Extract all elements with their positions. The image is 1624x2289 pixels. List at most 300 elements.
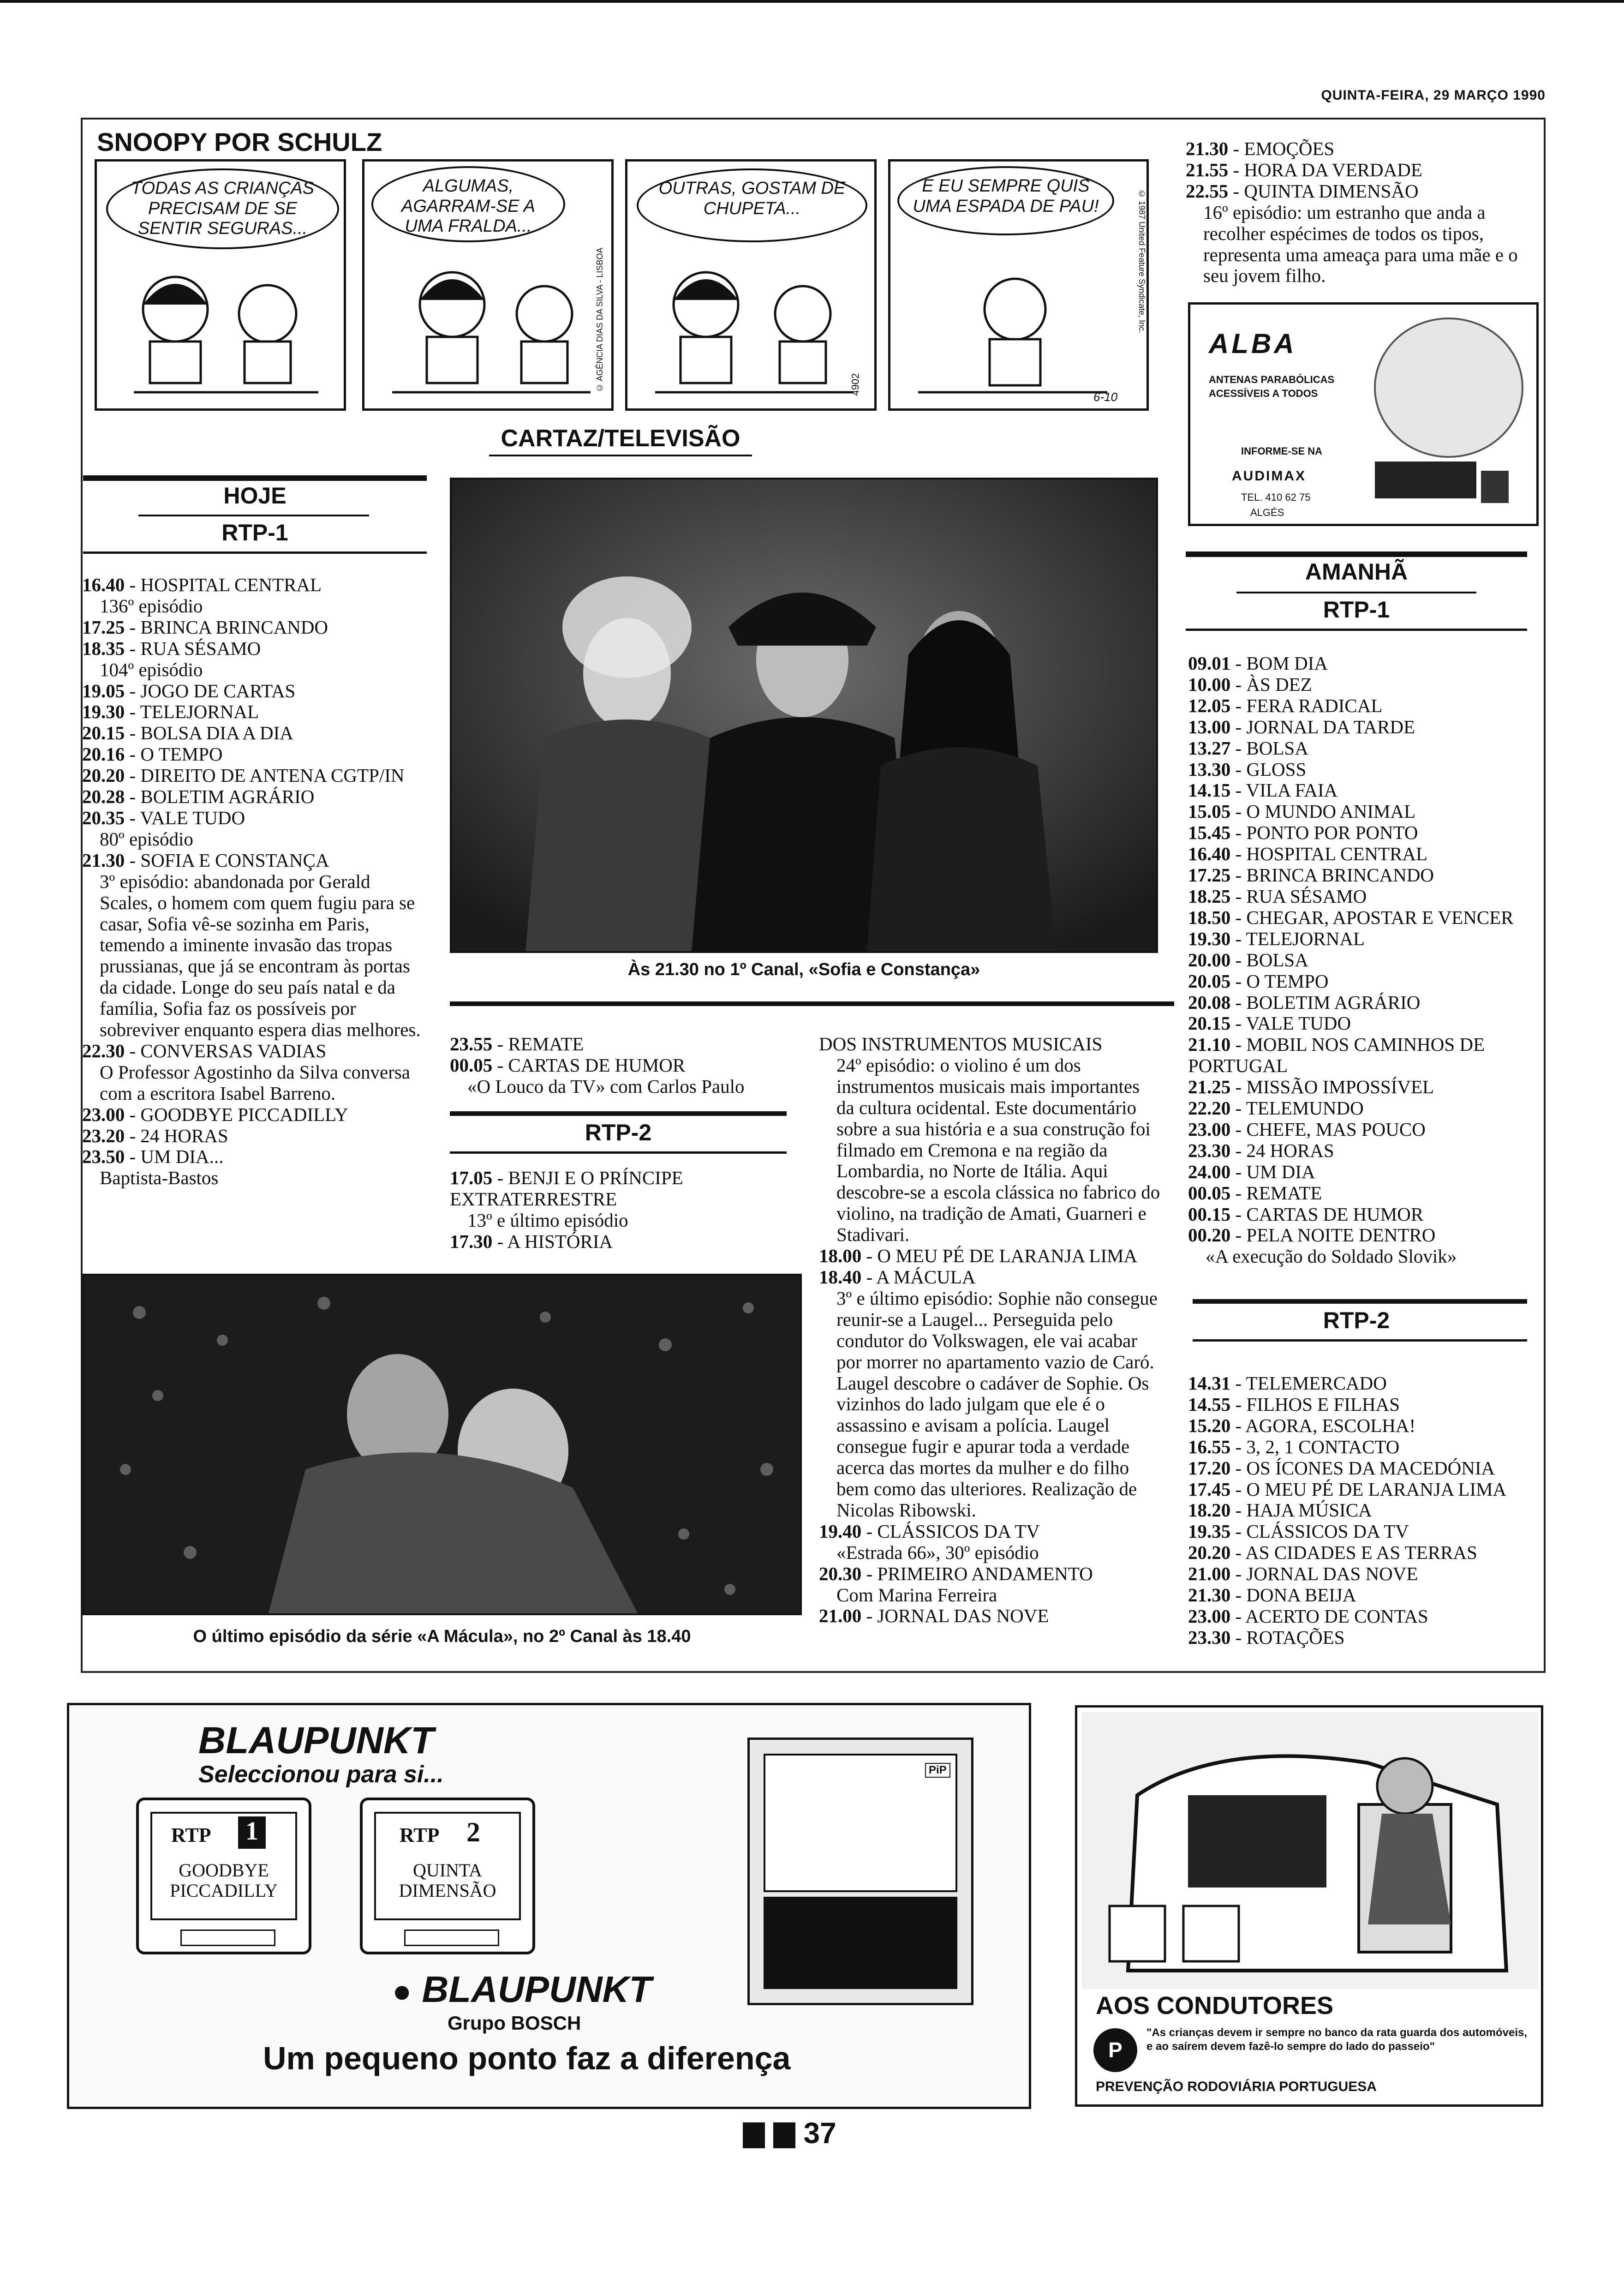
schedule-item — [1188, 865, 1529, 886]
schedule-separator: - — [1230, 843, 1247, 865]
schedule-time: 16.55 — [1188, 1436, 1231, 1457]
schedule-separator: - — [125, 849, 141, 871]
tv-rtp2-number: 2 — [466, 1817, 480, 1847]
schedule-separator: - — [1230, 1182, 1247, 1204]
schedule-item — [1188, 886, 1529, 907]
schedule-item — [1188, 971, 1529, 992]
schedule-time: 20.20 — [82, 765, 125, 786]
schedule-note: «A execução do Soldado Slovik» — [1206, 1246, 1457, 1267]
schedule-title: GLOSS — [1246, 758, 1307, 780]
instrumentos-block — [819, 1034, 1160, 1627]
schedule-title: 24 HORAS — [1246, 1139, 1334, 1161]
mid-rtp1-continuation — [450, 1034, 782, 1097]
schedule-item — [1188, 1437, 1529, 1458]
alba-info: INFORME-SE NA — [1241, 445, 1322, 457]
schedule-separator: - — [861, 1605, 878, 1627]
schedule-note: 3º episódio: abandonada por Gerald Scales, o homem com quem fugiu para se casar, Sofia vê-se sozinha em Paris, temendo a iminente invasão das tropas prussianas, que já se encontram às portas da cidade. Longe do seu país natal e da família, Sofia faz os possíveis por sobreviver enquanto espera dias melhores. — [100, 870, 421, 1041]
schedule-time: 09.01 — [1188, 653, 1231, 674]
schedule-item — [82, 701, 424, 723]
schedule-time: 22.20 — [1188, 1097, 1231, 1119]
speech-bubble-1: TODAS AS CRIANÇAS PRECISAM DE SE SENTIR SEGURAS... — [106, 168, 339, 249]
schedule-separator: - — [1230, 885, 1247, 907]
comic-panel-1 — [95, 159, 346, 411]
schedule-separator: - — [1230, 1626, 1247, 1648]
speech-bubble-3: OUTRAS, GOSTAM DE CHUPETA... — [637, 168, 867, 242]
schedule-separator: - — [1230, 653, 1247, 674]
schedule-item — [82, 575, 424, 596]
tv-rtp2-channel: RTP — [400, 1824, 440, 1846]
schedule-item — [1186, 138, 1536, 160]
comic-panel-3 — [625, 159, 877, 411]
schedule-title: 24 HORAS — [140, 1125, 228, 1146]
schedule-item — [1188, 1183, 1529, 1204]
schedule-item — [82, 850, 424, 871]
schedule-item — [1188, 844, 1529, 865]
mid-rtp2-heading: RTP-2 — [585, 1120, 652, 1145]
amanha-heading: AMANHÃ — [1305, 559, 1408, 585]
schedule-time: 17.05 — [450, 1167, 493, 1188]
schedule-item — [1188, 801, 1529, 822]
pip-label: PiP — [925, 1763, 950, 1778]
schedule-title: BOLETIM AGRÁRIO — [1246, 991, 1421, 1013]
amanha-mid-rule — [1236, 592, 1476, 593]
schedule-item — [1188, 1204, 1529, 1225]
schedule-title: DIREITO DE ANTENA CGTP/IN — [140, 765, 405, 786]
schedule-title: A HISTÓRIA — [507, 1230, 613, 1252]
mid-rtp2-top-rule — [450, 1111, 787, 1116]
schedule-time: 14.55 — [1188, 1393, 1231, 1415]
schedule-time: 18.50 — [1188, 906, 1231, 928]
photo-caption-rule — [450, 1001, 1174, 1006]
schedule-title: HOSPITAL CENTRAL — [140, 574, 322, 595]
schedule-time: 21.30 — [1188, 1584, 1231, 1606]
page-number-text: 37 — [803, 2116, 836, 2150]
alba-town: ALGÉS — [1250, 507, 1284, 518]
schedule-separator: - — [1228, 159, 1244, 180]
publication-logo-icon — [743, 2122, 765, 2148]
schedule-time: 20.35 — [82, 807, 125, 828]
schedule-title: CHEGAR, APOSTAR E VENCER — [1246, 906, 1514, 928]
schedule-title: VALE TUDO — [1246, 1013, 1351, 1034]
schedule-item — [1188, 992, 1529, 1013]
schedule-item — [1188, 653, 1529, 674]
schedule-item — [1188, 1564, 1529, 1585]
schedule-item — [1188, 929, 1529, 950]
schedule-separator: - — [125, 765, 141, 786]
schedule-item — [82, 638, 424, 659]
schedule-title: A MÁCULA — [876, 1266, 976, 1288]
schedule-time: 20.15 — [82, 722, 125, 744]
schedule-separator: - — [1230, 758, 1247, 780]
lucy-linus-drawing-icon — [106, 254, 339, 406]
section-title-underline — [489, 455, 752, 456]
schedule-time: 20.00 — [1188, 949, 1231, 971]
tv-rtp1-controls — [180, 1929, 275, 1946]
schedule-time: 17.20 — [1188, 1457, 1231, 1479]
schedule-note: Com Marina Ferreira — [836, 1584, 997, 1606]
blaupunkt-brand-bottom — [392, 1968, 651, 2011]
schedule-separator: - — [125, 1125, 141, 1146]
mother-child-photo-icon — [84, 1276, 800, 1613]
schedule-title: BOM DIA — [1246, 653, 1328, 674]
schedule-title: REMATE — [1246, 1182, 1322, 1204]
schedule-separator: - — [125, 1040, 141, 1061]
schedule-time: 19.30 — [1188, 928, 1231, 949]
schedule-time: 17.45 — [1188, 1478, 1231, 1500]
comic-title: SNOOPY POR SCHULZ — [97, 127, 382, 156]
schedule-separator: - — [861, 1266, 877, 1288]
comic-panel-4 — [888, 159, 1149, 411]
schedule-time: 20.28 — [82, 786, 125, 808]
schedule-title: BOLSA DIA A DIA — [140, 722, 293, 744]
schedule-item — [819, 1246, 1160, 1267]
schedule-title: JOGO DE CARTAS — [140, 680, 296, 701]
schedule-title: REMATE — [508, 1033, 584, 1055]
schedule-item — [1186, 181, 1536, 202]
alba-line2: ACESSÍVEIS A TODOS — [1209, 388, 1318, 399]
schedule-item — [1188, 1119, 1529, 1140]
schedule-separator: - — [1230, 928, 1246, 949]
tv-rtp1-number: 1 — [238, 1816, 266, 1849]
schedule-item — [819, 1267, 1160, 1288]
schedule-time: 23.20 — [82, 1125, 125, 1146]
schedule-title: RUA SÉSAMO — [140, 637, 261, 659]
schedule-time: 19.30 — [82, 701, 125, 723]
schedule-title: CLÁSSICOS DA TV — [1246, 1521, 1409, 1542]
photo-a-macula — [82, 1274, 802, 1615]
mid-rtp2-schedule — [450, 1168, 782, 1252]
schedule-title: O MUNDO ANIMAL — [1246, 801, 1416, 822]
lucy-pacifier-drawing-icon — [637, 249, 870, 406]
schedule-item — [819, 1606, 1160, 1627]
schedule-item — [1188, 1098, 1529, 1119]
tv-rtp1-channel: RTP — [171, 1824, 211, 1846]
schedule-title: 3, 2, 1 CONTACTO — [1246, 1436, 1400, 1457]
schedule-time: 10.00 — [1188, 673, 1231, 695]
hoje-heading: HOJE — [223, 483, 287, 509]
big-tv-cabinet — [764, 1897, 957, 1989]
schedule-separator: - — [1230, 1372, 1246, 1394]
schedule-separator: - — [1230, 1118, 1247, 1140]
schedule-separator: - — [1230, 695, 1247, 716]
schedule-time: 22.30 — [82, 1040, 125, 1061]
schedule-time: 17.25 — [82, 616, 125, 638]
schedule-separator: - — [861, 1563, 878, 1584]
schedule-item — [450, 1231, 782, 1252]
schedule-separator: - — [1230, 991, 1247, 1013]
tv-rtp2-show: QUINTA DIMENSÃO — [399, 1860, 496, 1901]
alba-line1: ANTENAS PARABÓLICAS — [1209, 374, 1335, 385]
speech-bubble-4: E EU SEMPRE QUIS UMA ESPADA DE PAU! — [897, 166, 1114, 235]
schedule-time: 23.50 — [82, 1146, 125, 1168]
amanha-rtp1-schedule — [1188, 653, 1529, 1267]
hoje-top-rule — [83, 475, 427, 481]
blaupunkt-tagline: Seleccionou para si... — [198, 1761, 444, 1788]
schedule-separator: - — [1230, 1414, 1246, 1436]
amanha-rtp2-top-rule — [1193, 1299, 1527, 1304]
schedule-item — [82, 1041, 424, 1062]
tv-rtp1 — [136, 1798, 311, 1954]
schedule-title: BENJI E O PRÍNCIPE EXTRATERRESTRE — [450, 1167, 683, 1210]
schedule-item — [1188, 1479, 1529, 1500]
schedule-title: RUA SÉSAMO — [1246, 885, 1367, 907]
schedule-title: O MEU PÉ DE LARANJA LIMA — [877, 1245, 1138, 1267]
hoje-channel-rule — [83, 551, 427, 554]
schedule-item — [819, 1521, 1160, 1542]
schedule-separator: - — [1230, 673, 1247, 695]
schedule-title: BRINCA BRINCANDO — [140, 616, 328, 638]
comic-strip — [95, 159, 1149, 411]
schedule-item — [1188, 1415, 1529, 1437]
schedule-time: 00.20 — [1188, 1224, 1231, 1246]
schedule-time: 22.55 — [1186, 180, 1229, 202]
schedule-title: PELA NOITE DENTRO — [1246, 1224, 1436, 1246]
schedule-note: Baptista-Bastos — [100, 1167, 219, 1189]
schedule-title: CHEFE, MAS POUCO — [1246, 1118, 1426, 1140]
schedule-separator: - — [1230, 1034, 1247, 1055]
schedule-item — [1188, 907, 1529, 929]
schedule-title: UM DIA... — [140, 1146, 224, 1168]
schedule-time: 17.25 — [1188, 864, 1231, 886]
schedule-item — [450, 1055, 782, 1076]
schedule-separator: - — [1230, 1139, 1247, 1161]
schedule-title: UM DIA — [1246, 1161, 1315, 1182]
schedule-title: JORNAL DAS NOVE — [877, 1605, 1049, 1627]
schedule-separator: - — [1230, 1457, 1247, 1479]
schedule-time: 18.40 — [819, 1266, 862, 1288]
schedule-title: SOFIA E CONSTANÇA — [140, 849, 329, 871]
schedule-note: «O Louco da TV» com Carlos Paulo — [467, 1075, 745, 1097]
schedule-time: 20.15 — [1188, 1013, 1231, 1034]
photo-sofia-e-constanca — [450, 478, 1158, 953]
schedule-note: 16º episódio: um estranho que anda a recolher espécimes de todos os tipos, representa uma ameaça para uma mãe e o seu jovem filho. — [1203, 201, 1518, 287]
schedule-time: 21.00 — [1188, 1563, 1231, 1585]
schedule-time: 14.15 — [1188, 779, 1231, 801]
schedule-time: 18.25 — [1188, 885, 1231, 907]
schedule-title: HOSPITAL CENTRAL — [1246, 843, 1428, 865]
right-top-schedule — [1186, 138, 1536, 287]
photo-macula-caption: O último episódio da série «A Mácula», no 2º Canal às 18.40 — [193, 1627, 691, 1646]
speech-bubble-2: ALGUMAS, AGARRAM-SE A UMA FRALDA... — [371, 166, 565, 242]
schedule-time: 16.40 — [1188, 843, 1231, 865]
schedule-item — [1188, 1458, 1529, 1479]
schedule-title: JORNAL DAS NOVE — [1246, 1563, 1418, 1585]
schedule-title: VILA FAIA — [1246, 779, 1338, 801]
schedule-separator: - — [1230, 1542, 1246, 1564]
schedule-item — [1188, 1225, 1529, 1246]
schedule-item — [1188, 1162, 1529, 1183]
schedule-title: EMOÇÕES — [1244, 138, 1335, 159]
schedule-item — [82, 1126, 424, 1147]
schedule-item — [1188, 1077, 1529, 1098]
schedule-item — [1188, 759, 1529, 780]
schedule-item — [1186, 160, 1536, 181]
schedule-time: 19.35 — [1188, 1521, 1231, 1542]
schedule-time: 18.00 — [819, 1245, 862, 1267]
schedule-time: 23.00 — [1188, 1605, 1231, 1627]
schedule-separator: - — [1230, 864, 1247, 886]
amanha-top-rule — [1186, 551, 1527, 557]
schedule-title: HAJA MÚSICA — [1246, 1499, 1372, 1521]
schedule-note: 80º episódio — [100, 828, 193, 850]
amanha-rtp2-rule — [1193, 1339, 1527, 1342]
satellite-dish-icon — [1366, 314, 1532, 517]
schedule-time: 20.20 — [1188, 1542, 1231, 1564]
schedule-item — [82, 744, 424, 765]
schedule-item — [82, 723, 424, 744]
schedule-separator: - — [1230, 970, 1247, 992]
blaupunkt-ad — [67, 1703, 1031, 2109]
photo-sofia-caption: Às 21.30 no 1º Canal, «Sofia e Constança» — [627, 960, 980, 979]
schedule-item — [1188, 1500, 1529, 1521]
comic-panel-2 — [362, 159, 614, 411]
schedule-separator: - — [1230, 906, 1247, 928]
schedule-item — [82, 786, 424, 808]
schedule-time: 23.00 — [82, 1103, 125, 1125]
schedule-separator: - — [1230, 1203, 1247, 1225]
schedule-title: AGORA, ESCOLHA! — [1245, 1414, 1416, 1436]
schedule-separator: - — [1230, 1605, 1246, 1627]
schedule-separator: - — [1230, 1224, 1247, 1246]
schedule-time: 23.30 — [1188, 1139, 1231, 1161]
prp-text: "As crianças devem ir sempre no banco da rata guarda dos automóveis, e ao saírem devem fazê-lo sempre do lado do passeio" — [1146, 2026, 1527, 2053]
schedule-time: 12.05 — [1188, 695, 1231, 716]
schedule-separator: - — [492, 1167, 508, 1188]
blaupunkt-brand: BLAUPUNKT — [198, 1720, 434, 1762]
amanha-rtp2-heading: RTP-2 — [1323, 1307, 1390, 1333]
schedule-title: MOBIL NOS CAMINHOS DE PORTUGAL — [1188, 1034, 1485, 1077]
tv-rtp2 — [360, 1798, 535, 1954]
schedule-item — [1188, 1034, 1529, 1077]
schedule-title: O MEU PÉ DE LARANJA LIMA — [1246, 1478, 1507, 1500]
tv-rtp1-show: GOODBYE PICCADILLY — [170, 1860, 278, 1901]
schedule-item — [450, 1034, 782, 1055]
schedule-title: DONA BEIJA — [1246, 1584, 1356, 1606]
schedule-time: 21.25 — [1188, 1076, 1231, 1098]
schedule-title: VALE TUDO — [140, 807, 245, 828]
schedule-separator: - — [1230, 1584, 1247, 1606]
schedule-item — [819, 1564, 1160, 1585]
publication-logo-icon-2 — [773, 2122, 795, 2148]
schedule-title: FERA RADICAL — [1246, 695, 1383, 716]
schedule-time: 23.55 — [450, 1033, 493, 1055]
schedule-item — [1188, 1013, 1529, 1034]
schedule-time: 13.30 — [1188, 758, 1231, 780]
schedule-title: GOODBYE PICCADILLY — [140, 1103, 348, 1125]
schedule-title: TELEJORNAL — [1246, 928, 1365, 949]
schedule-time: 15.45 — [1188, 822, 1231, 844]
schedule-separator: - — [125, 1103, 141, 1125]
prp-logo-icon: P — [1093, 2028, 1137, 2072]
hoje-channel: RTP-1 — [221, 520, 288, 545]
comic-date-mark: 6-10 — [1093, 390, 1118, 404]
schedule-title: OS ÍCONES DA MACEDÓNIA — [1246, 1457, 1495, 1479]
schedule-title: ROTAÇÕES — [1246, 1626, 1345, 1648]
page-date: QUINTA-FEIRA, 29 MARÇO 1990 — [1321, 88, 1546, 103]
schedule-time: 18.20 — [1188, 1499, 1231, 1521]
schedule-time: 21.10 — [1188, 1034, 1231, 1055]
prp-ad — [1075, 1705, 1543, 2107]
schedule-note: 3º e último episódio: Sophie não consegue reunir-se a Laugel... Perseguida pelo condutor do Volkswagen, ele vai acabar por morrer no apartamento vazio de Caró. Laugel descobre o cadáver de Sophie. Os vizinhos do lado julgam que ele é o assassino e avisam a polícia. Laugel consegue fugir e apurar toda a verdade acerca das mortes da mulher e do filho bem como das ulteriores. Realização de Nicolas Ribowski. — [836, 1287, 1158, 1521]
schedule-item — [1188, 717, 1529, 738]
schedule-separator: - — [492, 1033, 508, 1055]
schedule-item — [82, 681, 424, 702]
schedule-separator: - — [1230, 822, 1247, 844]
schedule-separator: - — [1230, 716, 1247, 737]
schedule-title: PRIMEIRO ANDAMENTO — [877, 1563, 1093, 1584]
blaupunkt-group: Grupo BOSCH — [448, 2012, 581, 2034]
top-rule — [0, 0, 1624, 3]
schedule-time: 15.05 — [1188, 801, 1231, 822]
alba-ad — [1188, 302, 1539, 526]
section-title: CARTAZ/TELEVISÃO — [501, 425, 740, 452]
schedule-title: FILHOS E FILHAS — [1246, 1393, 1400, 1415]
alba-brand: ALBA — [1209, 328, 1297, 359]
schedule-separator: - — [125, 680, 141, 701]
schedule-title: O TEMPO — [1246, 970, 1329, 992]
schedule-title: AS CIDADES E AS TERRAS — [1245, 1542, 1477, 1564]
schedule-title: CARTAS DE HUMOR — [508, 1054, 686, 1076]
schedule-separator: - — [125, 637, 141, 659]
schedule-item — [1188, 738, 1529, 759]
schedule-separator: - — [125, 574, 141, 595]
schedule-item — [1188, 695, 1529, 717]
alba-tel: TEL. 410 62 75 — [1241, 491, 1311, 503]
schedule-separator: - — [861, 1520, 878, 1542]
schedule-time: 18.35 — [82, 637, 125, 659]
schedule-separator: - — [1228, 138, 1244, 159]
schedule-note: «Estrada 66», 30º episódio — [836, 1541, 1039, 1563]
schedule-title: O TEMPO — [140, 743, 223, 765]
prp-title: AOS CONDUTORES — [1096, 1992, 1334, 2019]
schedule-title: QUINTA DIMENSÃO — [1244, 180, 1419, 202]
schedule-note: 136º episódio — [100, 595, 203, 617]
schedule-time: 14.31 — [1188, 1372, 1231, 1394]
schedule-time: 23.30 — [1188, 1626, 1231, 1648]
amanha-channel-rule — [1186, 629, 1527, 631]
amanha-channel: RTP-1 — [1323, 597, 1390, 623]
page-number — [743, 2116, 836, 2150]
blaupunkt-brand-bottom-text: BLAUPUNKT — [422, 1969, 652, 2010]
schedule-title: CLÁSSICOS DA TV — [877, 1520, 1040, 1542]
blaupunkt-dot-icon: ● — [392, 1973, 412, 2009]
schedule-time: 15.20 — [1188, 1414, 1231, 1436]
schedule-item — [1188, 1394, 1529, 1415]
schedule-title: MISSÃO IMPOSSÍVEL — [1246, 1076, 1434, 1098]
schedule-time: 19.40 — [819, 1520, 862, 1542]
blaupunkt-slogan: Um pequeno ponto faz a diferença — [263, 2040, 791, 2076]
schedule-time: 21.55 — [1186, 159, 1229, 180]
schedule-item — [82, 1146, 424, 1168]
car-child-illustration-icon — [1082, 1712, 1539, 1989]
alba-store: AUDIMAX — [1232, 468, 1306, 484]
schedule-time: 21.00 — [819, 1605, 862, 1627]
schedule-time: 13.27 — [1188, 737, 1231, 759]
schedule-item — [450, 1168, 782, 1210]
schedule-separator: - — [125, 807, 140, 828]
schedule-separator: - — [1230, 1563, 1247, 1585]
big-tv — [747, 1738, 973, 2005]
prp-org: PREVENÇÃO RODOVIÁRIA PORTUGUESA — [1096, 2079, 1377, 2094]
comic-copyright: © 1987 United Feature Syndicate, Inc. — [1137, 189, 1146, 334]
schedule-separator: - — [1230, 737, 1247, 759]
schedule-time: 00.05 — [1188, 1182, 1231, 1204]
instrumentos-note: 24º episódio: o violino é um dos instrumentos musicais mais importantes da cultura ocidental. Este documentário sobre a sua história e a sua construção foi filmado em Cremona e na região da Lombardia, no Norte de Itália. Aqui descobre-se a escola clássica no fabrico do violino, na tradição de Amati, Guarneri e Stadivari. — [836, 1054, 1160, 1246]
schedule-separator: - — [1230, 1478, 1247, 1500]
schedule-time: 00.15 — [1188, 1203, 1231, 1225]
schedule-item — [1188, 780, 1529, 801]
schedule-item — [82, 808, 424, 829]
